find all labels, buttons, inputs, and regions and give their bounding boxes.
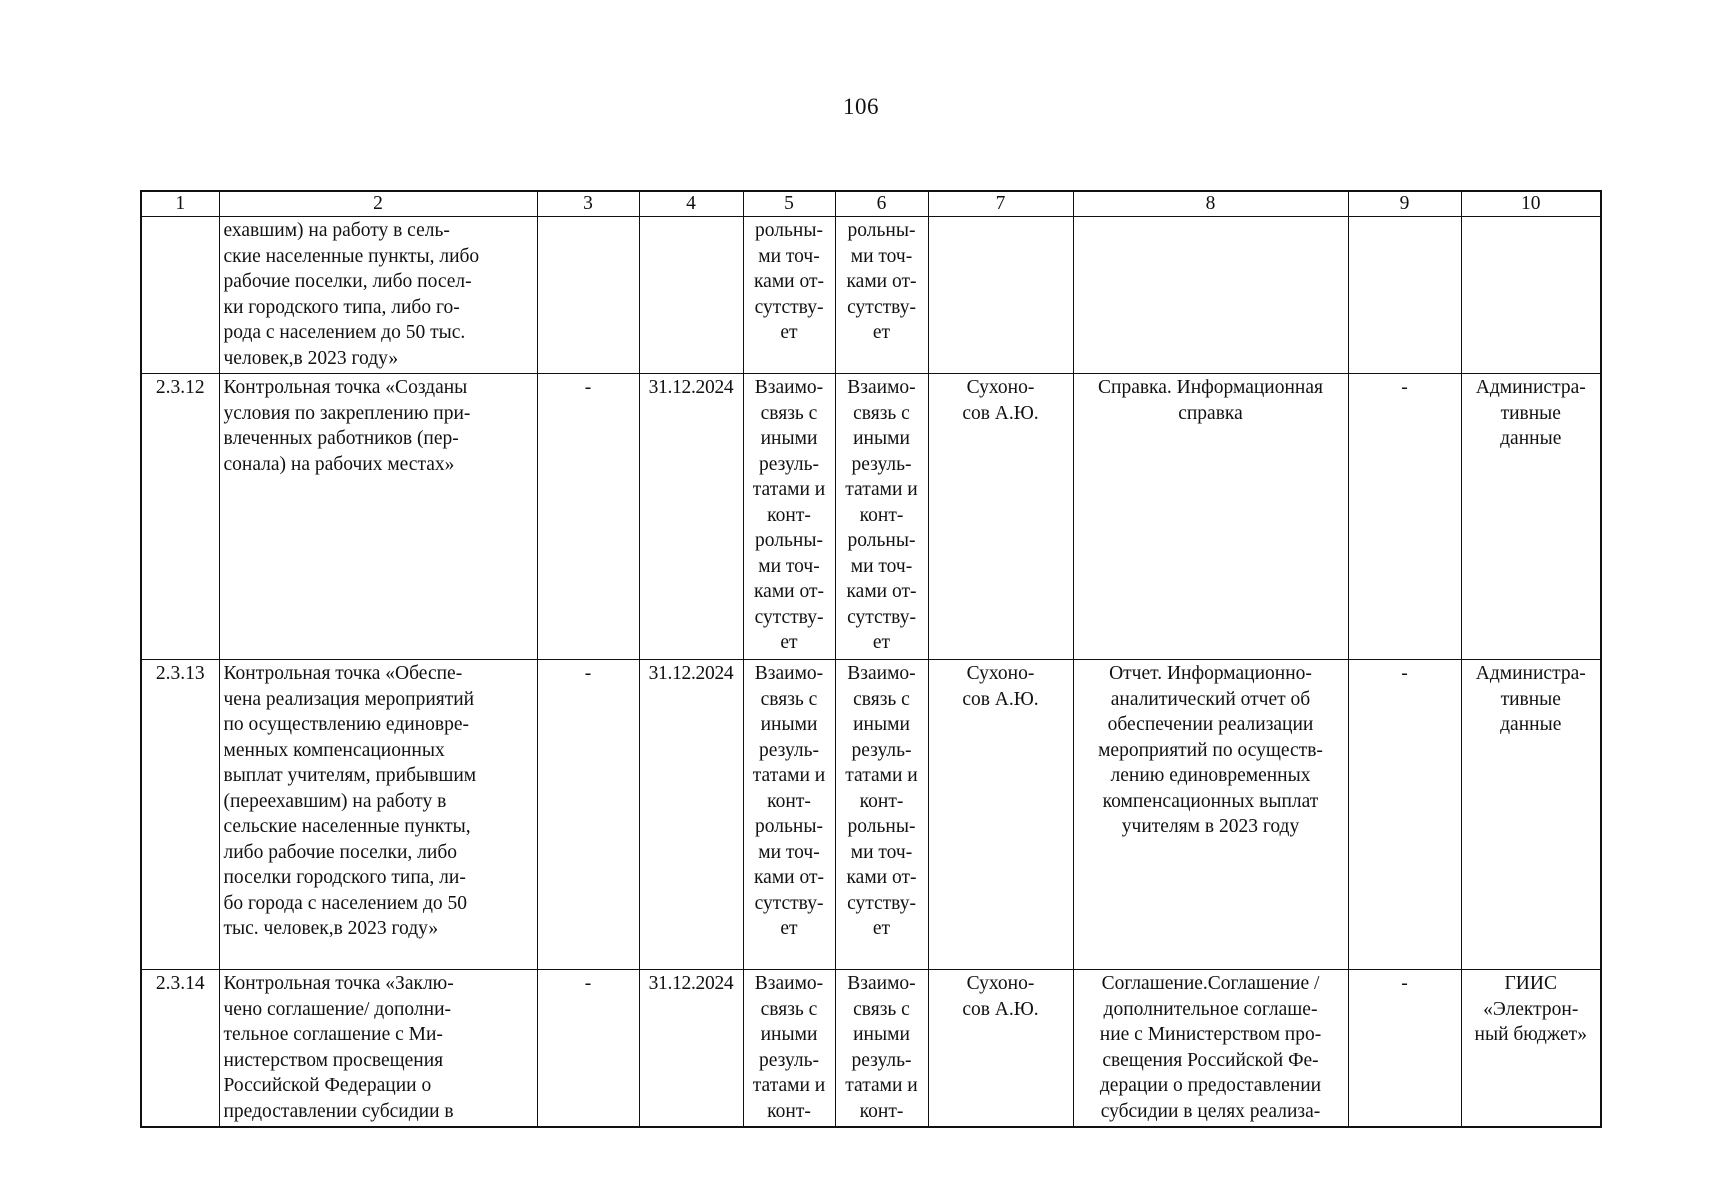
column-9-value	[1348, 217, 1461, 374]
responsible-person: Сухоно- сов А.Ю.	[928, 660, 1073, 970]
end-date	[639, 217, 743, 374]
item-description: Контрольная точка «Созданы условия по закреплению при- влеченных работников (пер- сонала) на рабочих местах»	[219, 374, 537, 660]
start-date: -	[537, 970, 639, 1128]
end-date: 31.12.2024	[639, 374, 743, 660]
column-number: 2	[219, 191, 537, 217]
column-number: 9	[1348, 191, 1461, 217]
following-link: Взаимо- связь с иными резуль- татами и конт- рольны- ми точ- ками от- сутству- ет	[835, 374, 928, 660]
table-row	[141, 970, 1601, 1128]
result-document: Отчет. Информационно- аналитический отчет об обеспечении реализации мероприятий по осуществ- лению единовременных компенсационных выплат учителям в 2023 году	[1073, 660, 1348, 970]
column-number: 4	[639, 191, 743, 217]
item-number	[141, 217, 219, 374]
following-link: Взаимо- связь с иными резуль- татами и конт- рольны- ми точ- ками от- сутству- ет	[835, 660, 928, 970]
start-date	[537, 217, 639, 374]
responsible-person: Сухоно- сов А.Ю.	[928, 970, 1073, 1128]
preceding-link: Взаимо- связь с иными резуль- татами и конт-	[743, 970, 835, 1128]
end-date: 31.12.2024	[639, 660, 743, 970]
start-date: -	[537, 374, 639, 660]
information-source: Администра- тивные данные	[1461, 660, 1601, 970]
page-number: 106	[843, 94, 879, 119]
responsible-person	[928, 217, 1073, 374]
start-date: -	[537, 660, 639, 970]
information-source: ГИИС «Электрон- ный бюджет»	[1461, 970, 1601, 1128]
column-number: 1	[141, 191, 219, 217]
end-date: 31.12.2024	[639, 970, 743, 1128]
column-number: 7	[928, 191, 1073, 217]
item-description: Контрольная точка «Заклю- чено соглашение/ дополни- тельное соглашение с Ми- нистерством просвещения Российской Федерации о предоставлении субсидии в	[219, 970, 537, 1128]
item-number: 2.3.14	[141, 970, 219, 1128]
item-number: 2.3.12	[141, 374, 219, 660]
column-number: 5	[743, 191, 835, 217]
column-number: 8	[1073, 191, 1348, 217]
column-number: 3	[537, 191, 639, 217]
table-row	[141, 374, 1601, 660]
column-9-value: -	[1348, 660, 1461, 970]
item-description: ехавшим) на работу в сель- ские населенные пункты, либо рабочие поселки, либо посел- ки городского типа, либо го- рода с населением до 50 тыс. человек,в 2023 году»	[219, 217, 537, 374]
column-number: 10	[1461, 191, 1601, 217]
result-document: Справка. Информационная справка	[1073, 374, 1348, 660]
following-link: Взаимо- связь с иными резуль- татами и конт-	[835, 970, 928, 1128]
result-document	[1073, 217, 1348, 374]
preceding-link: Взаимо- связь с иными резуль- татами и конт- рольны- ми точ- ками от- сутству- ет	[743, 374, 835, 660]
column-9-value: -	[1348, 970, 1461, 1128]
information-source: Администра- тивные данные	[1461, 374, 1601, 660]
column-9-value: -	[1348, 374, 1461, 660]
column-number: 6	[835, 191, 928, 217]
responsible-person: Сухоно- сов А.Ю.	[928, 374, 1073, 660]
table-row	[141, 217, 1601, 374]
following-link: рольны- ми точ- ками от- сутству- ет	[835, 217, 928, 374]
preceding-link: Взаимо- связь с иными резуль- татами и конт- рольны- ми точ- ками от- сутству- ет	[743, 660, 835, 970]
preceding-link: рольны- ми точ- ками от- сутству- ет	[743, 217, 835, 374]
item-number: 2.3.13	[141, 660, 219, 970]
plan-table	[140, 190, 1602, 1128]
item-description: Контрольная точка «Обеспе- чена реализация мероприятий по осуществлению единовре- менных компенсационных выплат учителям, прибывшим (переехавшим) на работу в сельские населенные пункты, либо рабочие поселки, либо поселки городского типа, ли- бо города с населением до 50 тыс. человек,в 2023 году»	[219, 660, 537, 970]
information-source	[1461, 217, 1601, 374]
table-row	[141, 660, 1601, 970]
result-document: Соглашение.Соглашение / дополнительное соглаше- ние с Министерством про- свещения Российской Фе- дерации о предоставлении субсидии в целях реализа-	[1073, 970, 1348, 1128]
column-number-row	[141, 191, 1601, 217]
